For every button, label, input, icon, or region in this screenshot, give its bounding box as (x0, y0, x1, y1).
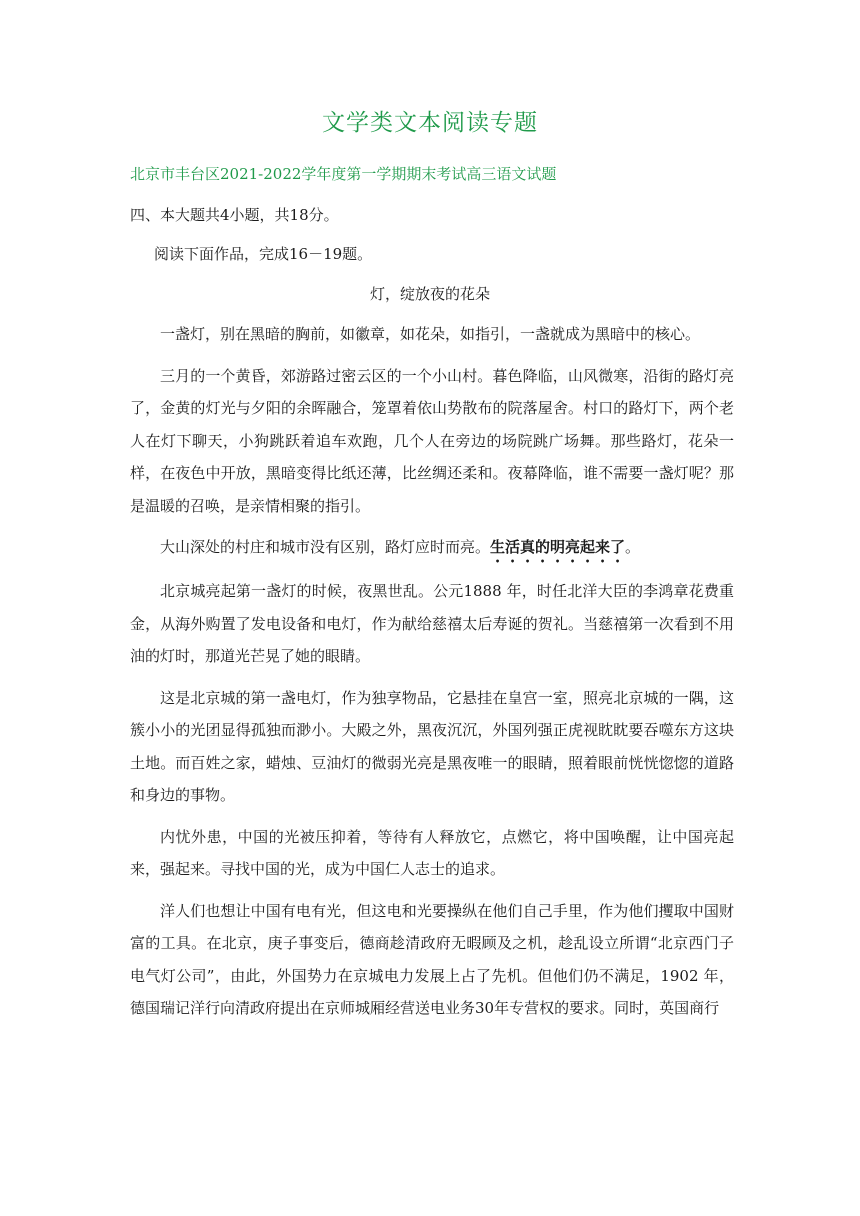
page-title: 文学类文本阅读专题 (322, 110, 538, 136)
paragraph-punctuation: 。 (625, 538, 641, 556)
essay-title: 灯，绽放夜的花朵 (369, 285, 490, 303)
paragraph: 内忧外患，中国的光被压抑着，等待有人释放它，点燃它，将中国唤醒，让中国亮起来，强起来。寻找中国的光，成为中国仁人志士的追求。 (130, 827, 734, 878)
paragraph: 北京城亮起第一盏灯的时候，夜黑世乱。公元1888 年，时任北洋大臣的李鸿章花费重金，从海外购置了发电设备和电灯，作为献给慈禧太后寿诞的贺礼。当慈禧第一次看到不用油的灯时，那道光芒晃了她的眼睛。 (130, 582, 734, 665)
paragraph (130, 531, 734, 566)
exam-source: 北京市丰台区2021-2022学年度第一学期期末考试高三语文试题 (130, 165, 557, 183)
paragraph: 这是北京城的第一盏电灯，作为独享物品，它悬挂在皇宫一室，照亮北京城的一隅，这簇小小的光团显得孤独而渺小。大殿之外，黑夜沉沉，外国列强正虎视眈眈要吞噬东方这块土地。而百姓之家，蜡烛、豆油灯的微弱光亮是黑夜唯一的眼睛，照着眼前恍恍惚惚的道路和身边的事物。 (130, 688, 734, 804)
emphasized-sentence: 生活真的明亮起来了 (490, 538, 626, 556)
section-heading: 四、本大题共4小题，共18分。 (130, 206, 339, 224)
reading-instruction: 阅读下面作品，完成16－19题。 (154, 245, 373, 263)
paragraph: 三月的一个黄昏，郊游路过密云区的一个小山村。暮色降临，山风微寒，沿街的路灯亮了，金黄的灯光与夕阳的余晖融合，笼罩着依山势散布的院落屋舍。村口的路灯下，两个老人在灯下聊天，小狗跳跃着追车欢跑，几个人在旁边的场院跳广场舞。那些路灯，花朵一样，在夜色中开放，黑暗变得比纸还薄，比丝绸还柔和。夜幕降临，谁不需要一盏灯呢？那是温暖的召唤，是亲情相聚的指引。 (130, 366, 734, 515)
paragraph-text: 大山深处的村庄和城市没有区别，路灯应时而亮。 (160, 538, 491, 556)
essay-body (130, 318, 734, 1034)
paragraph: 洋人们也想让中国有电有光，但这电和光要操纵在他们自己手里，作为他们攫取中国财富的工具。在北京，庚子事变后，德商趁清政府无暇顾及之机，趁乱设立所谓“北京西门子电气灯公司”，由此，外国势力在京城电力发展上占了先机。但他们仍不满足，1902 年，德国瑞记洋行向清政府提出在京师城厢经营送电业务30年专营权的要求。同时，英国商行 (130, 901, 734, 1017)
paragraph: 一盏灯，别在黑暗的胸前，如徽章，如花朵，如指引，一盏就成为黑暗中的核心。 (160, 325, 701, 343)
